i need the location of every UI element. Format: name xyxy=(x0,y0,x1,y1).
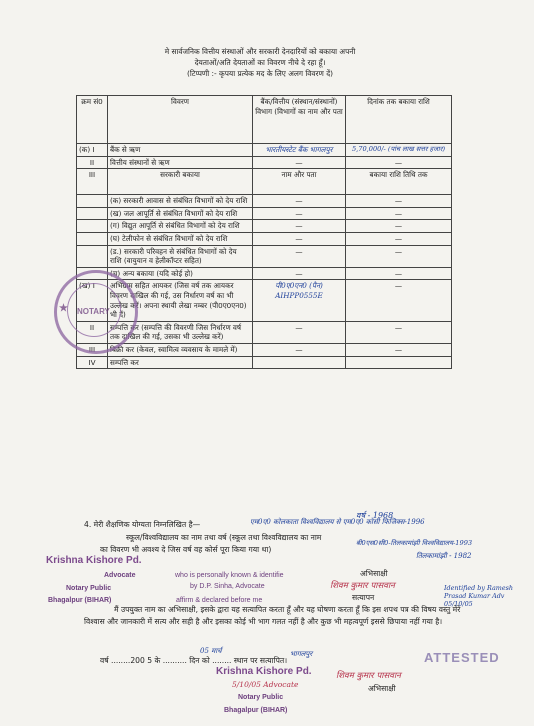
table-row xyxy=(77,156,452,169)
row-number: III xyxy=(77,169,108,195)
header-cell: विवरण xyxy=(108,96,253,144)
row-description: अभिग्राम सहित आयकर (जिस वर्ष तक आयकर विवरण दाखिल की गई, उस निर्धारण वर्ष का भी उल्लेख करें। अपना स्थायी लेखा नम्बर (पी0ए0एन0) भी दें) xyxy=(108,280,253,321)
row-value: बकाया राशि तिथि तक xyxy=(346,169,452,195)
row-value: — xyxy=(346,232,452,245)
row-description: (घ) टेलीफोन से संबंधित विभागों को देय राशि xyxy=(108,232,253,245)
row-number xyxy=(77,220,108,233)
table-row xyxy=(77,207,452,220)
row-description: (ग) विद्युत आपूर्ति से संबंधित विभागों को देय राशि xyxy=(108,220,253,233)
notary-seal-text: NOTARY xyxy=(77,307,110,316)
loan-amount: 5,70,000/- (पांच लाख सत्तर हजार) xyxy=(346,144,452,157)
education-year: वर्ष - 1968 xyxy=(356,511,394,520)
education-instruction-1: स्कूल/विश्वविद्यालय का नाम तथा वर्ष (स्कूल तथा विश्वविद्यालय का नाम xyxy=(126,533,322,542)
row-number: II xyxy=(77,321,108,343)
identified-by-note: Identified by Ramesh Prasad Kumar Adv 05/10/05 xyxy=(444,584,514,608)
bank-name: भारतीयस्टेट बैंक भागलपुर xyxy=(253,144,346,157)
table-header-row xyxy=(77,96,452,144)
notary-public-2: Notary Public xyxy=(238,694,284,701)
header-cell: दिनांक तक बकाया राशि xyxy=(346,96,452,144)
row-value: — xyxy=(346,156,452,169)
row-description: सम्पत्ति कर xyxy=(108,356,253,369)
row-value xyxy=(346,356,452,369)
row-description: (च) अन्य बकाया (यदि कोई हो) xyxy=(108,267,253,280)
row-number: (ख) I xyxy=(77,280,108,321)
row-value xyxy=(253,356,346,369)
notary-name: Krishna Kishore Pd. xyxy=(46,555,142,566)
deponent-label-2: अभिसाक्षी xyxy=(368,684,396,693)
notary-title: Advocate xyxy=(104,572,136,579)
row-value: — xyxy=(253,207,346,220)
row-number: II xyxy=(77,156,108,169)
verification-paragraph: मैं उपयुक्त नाम का अभिसाक्षी, इसके द्वारा यह सत्यापित करता हूँ और यह घोषणा करता हूँ कि इस शपथ पत्र की विषय वस्तु मेरे विश्वास और जानकारी में सत्य और सही है और इसका कोई भी भाग गलत नहीं है और कुछ भी महत्वपूर्ण इससे छिपाया नहीं गया है। xyxy=(84,605,461,626)
table-row xyxy=(77,232,452,245)
table-row xyxy=(77,356,452,369)
row-description: (ड.) सरकारी परिवहन से संबंधित विभागों को देय राशि (वायुयान व हेलीकॉप्टर सहित) xyxy=(108,245,253,267)
row-number: IV xyxy=(77,356,108,369)
deponent-label: अभिसाक्षी xyxy=(360,569,388,578)
row-description: सम्पत्ति कर (सम्पत्ति की विवरणी जिस निर्धारण वर्ष तक दाखिल की गई, उसका भी उल्लेख करें) xyxy=(108,321,253,343)
row-description: (क) सरकारी आवास से संबंधित विभागों को देय राशि xyxy=(108,195,253,208)
row-value: — xyxy=(346,220,452,233)
header-cell: क्रम सं0 xyxy=(77,96,108,144)
deponent-signature: शिवम कुमार पासवान xyxy=(330,581,395,591)
row-value: — xyxy=(253,195,346,208)
row-value: नाम और पता xyxy=(253,169,346,195)
education-bsc: बी0एस0सी0-तिलकामांझी विश्वविद्यालय-1993 xyxy=(356,539,473,547)
row-number xyxy=(77,207,108,220)
table-row xyxy=(77,245,452,267)
row-value: — xyxy=(253,220,346,233)
education-degree: एम0ए0 कोलकाता विश्वविद्यालय से एम0ए0 कोसी फिजिक्स-1996 xyxy=(250,518,425,526)
row-description: वित्तीय संस्थानों से ऋण xyxy=(108,156,253,169)
row-value: — xyxy=(346,267,452,280)
education-instruction-2: का विवरण भी अवश्य दे जिस वर्ष वह कोर्स पूरा किया गया था) xyxy=(100,545,272,554)
row-value: — xyxy=(253,267,346,280)
header-cell: बैंक/वित्तीय (संस्थान/संस्थानों) विभाग (विभागों का नाम और पता xyxy=(253,96,346,144)
row-number: (क) I xyxy=(77,144,108,157)
row-description: बिक्री कर (केवल, स्वामित्व व्यवसाय के मामले में) xyxy=(108,343,253,356)
row-value: — xyxy=(346,321,452,343)
notary-seal xyxy=(54,270,138,354)
notary-public: Notary Public xyxy=(66,585,112,592)
affirm-line: affirm & declared before me xyxy=(176,597,263,604)
header-line-1: मे सार्वजनिक वित्तीय संस्थाओं और सरकारी देनदारियों को बकाया अपनी xyxy=(164,47,356,56)
row-description: (ख) जल आपूर्ति से संबंधित विभागों को देय राशि xyxy=(108,207,253,220)
row-value: — xyxy=(253,245,346,267)
row-description: बैंक से ऋण xyxy=(108,144,253,157)
header-line-2: देयताओं/अति देयताओं का विवरण नीचे दे रहा हूँ। xyxy=(194,58,326,67)
row-number xyxy=(77,232,108,245)
row-value: — xyxy=(346,207,452,220)
education-matric: तिलकामांझी - 1982 xyxy=(416,552,472,560)
satyapan-heading: सत्यापन xyxy=(352,593,375,602)
row-value: — xyxy=(253,343,346,356)
verification-place: भागलपुर xyxy=(290,650,313,658)
attested-stamp: ATTESTED xyxy=(424,650,500,665)
identification-line: who is personally known & identifie xyxy=(175,572,284,579)
row-number xyxy=(77,195,108,208)
table-row xyxy=(77,220,452,233)
notary-place: Bhagalpur (BIHAR) xyxy=(48,597,112,604)
row-number: III xyxy=(77,343,108,356)
table-row xyxy=(77,195,452,208)
row-description: सरकारी बकाया xyxy=(108,169,253,195)
pan-number: पी0ए0एन0 (पैन) AIHPP0555E xyxy=(253,280,346,321)
row-value: — xyxy=(346,195,452,208)
row-value: — xyxy=(346,343,452,356)
row-value: — xyxy=(253,232,346,245)
row-number xyxy=(77,245,108,267)
table-row xyxy=(77,343,452,356)
signature-date: 5/10/05 Advocate xyxy=(232,680,299,689)
verification-date: 05 मार्च xyxy=(200,647,222,655)
table-row xyxy=(77,144,452,157)
deponent-signature-2: शिवम कुमार पासवान xyxy=(336,671,401,681)
row-value: — xyxy=(253,321,346,343)
row-value: — xyxy=(346,245,452,267)
header-note: (टिप्पणी :- कृपया प्रत्येक मद के लिए अलग विवरण दें) xyxy=(186,69,334,78)
star-icon: ★ xyxy=(59,303,68,314)
notary-place-2: Bhagalpur (BIHAR) xyxy=(224,707,288,714)
notary-name-2: Krishna Kishore Pd. xyxy=(216,666,312,677)
education-label: 4. मेरी शैक्षणिक योग्यता निम्नलिखित है— xyxy=(84,520,201,529)
identified-by-advocate: by D.P. Sinha, Advocate xyxy=(190,583,265,590)
table-row xyxy=(77,169,452,195)
row-value: — xyxy=(253,156,346,169)
verification-place-line: वर्ष ........200 5 के .......... दिन को ........ स्थान पर सत्यापित। xyxy=(100,656,288,665)
table-row xyxy=(77,267,452,280)
row-value: — xyxy=(346,280,452,321)
